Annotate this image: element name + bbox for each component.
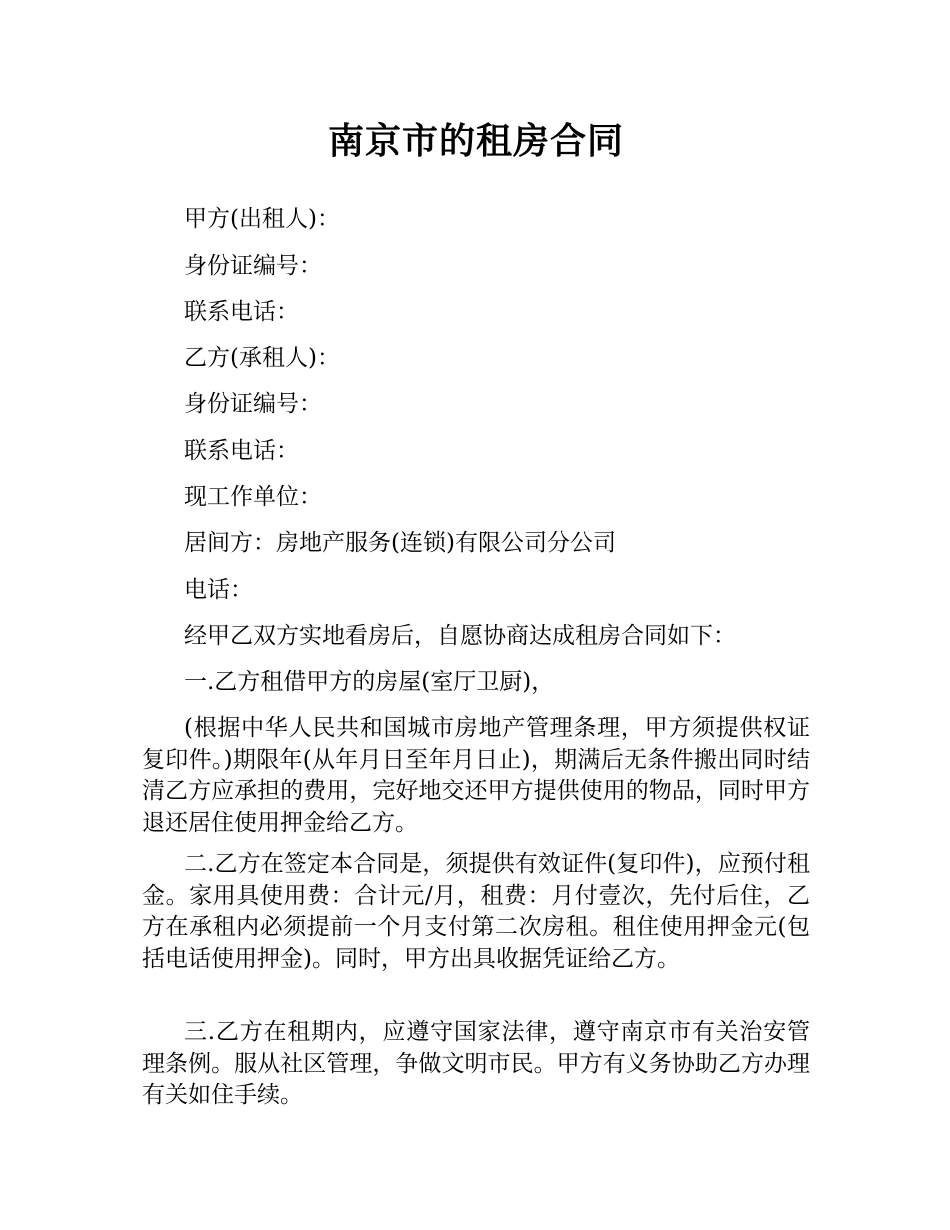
clause-1-body: (根据中华人民共和国城市房地产管理条理，甲方须提供权证复印件。)期限年(从年月日至年月日止)，期满后无条件搬出同时结清乙方应承担的费用，完好地交还甲方提供使用的物品，同时甲方退还居住使用押金给乙方。: [142, 715, 810, 836]
clause-3: 三.乙方在租期内，应遵守国家法律，遵守南京市有关治安管理条例。服从社区管理，争做文明市民。甲方有义务协助乙方办理有关如住手续。: [142, 1019, 810, 1108]
lessee-field: 乙方(承租人)：: [184, 345, 340, 371]
lessee-phone-field: 联系电话：: [184, 438, 299, 464]
intermediary-field: 居间方：房地产服务(连锁)有限公司分公司: [184, 530, 616, 556]
agreement-intro: 经甲乙双方实地看房后，自愿协商达成租房合同如下：: [184, 623, 736, 649]
lessee-id-field: 身份证编号：: [184, 391, 322, 417]
lessor-phone-field: 联系电话：: [184, 299, 299, 325]
clause-2: 二.乙方在签定本合同是，须提供有效证件(复印件)，应预付租金。家用具使用费：合计元/月，租费：月付壹次，先付后住，乙方在承租内必须提前一个月支付第二次房租。租住使用押金元(包括电话使用押金)。同时，甲方出具收据凭证给乙方。: [142, 851, 810, 972]
intermediary-phone-field: 电话：: [184, 577, 253, 603]
document-title: 南京市的租房合同: [327, 121, 624, 162]
lessor-field: 甲方(出租人)：: [184, 206, 340, 232]
lessee-workplace-field: 现工作单位：: [184, 484, 322, 510]
lessor-id-field: 身份证编号：: [184, 253, 322, 279]
clause-1-heading: 一.乙方租借甲方的房屋(室厅卫厨)，: [184, 669, 555, 695]
